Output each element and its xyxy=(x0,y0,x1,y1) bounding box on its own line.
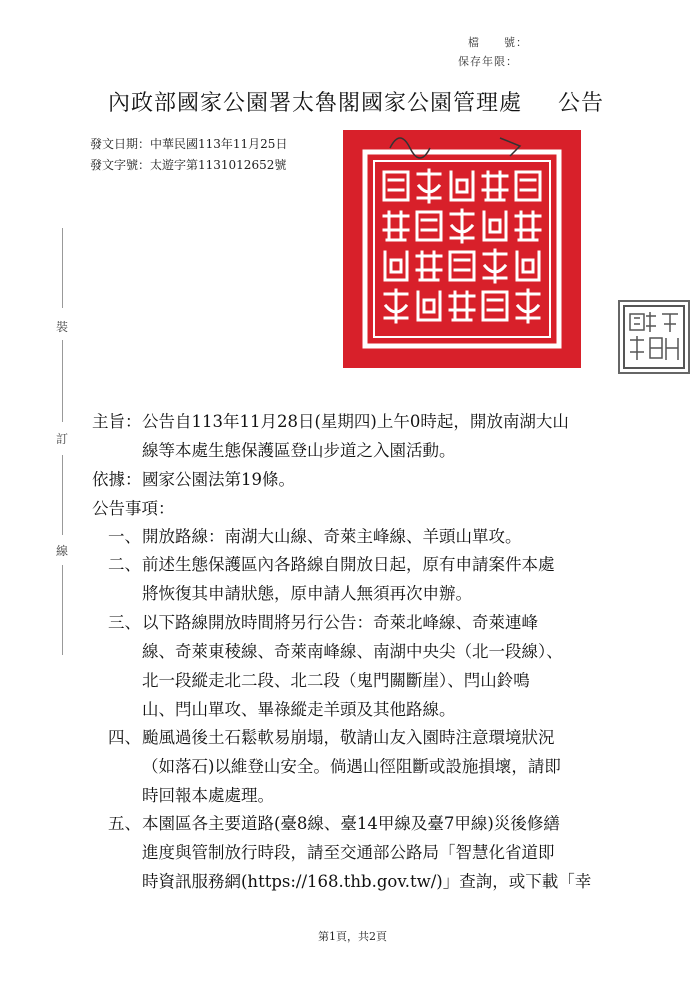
document-type: 公告 xyxy=(558,91,605,116)
item-number: 二、 xyxy=(108,555,141,574)
item-text-line: 將恢復其申請狀態，原申請人無須再次申辦。 xyxy=(142,584,472,603)
item-number: 三、 xyxy=(108,613,141,632)
item-text-line: 颱風過後土石鬆軟易崩塌，敬請山友入園時注意環境狀況 xyxy=(142,728,555,747)
binding-mark: 訂 xyxy=(56,432,69,446)
item-text-line: 進度與管制放行時段，請至交通部公路局「智慧化省道即 xyxy=(142,843,555,862)
item-text-line: （如落石)以維登山安全。倘遇山徑阻斷或設施損壞，請即 xyxy=(142,757,561,776)
small-seal-graphic xyxy=(620,302,688,372)
agency-name: 內政部國家公園署太魯閣國家公園管理處 xyxy=(108,91,523,116)
item-text-line: 以下路線開放時間將另行公告：奇萊北峰線、奇萊連峰 xyxy=(142,613,538,632)
binding-line xyxy=(62,228,63,308)
binding-line xyxy=(62,340,63,422)
item-number: 一、 xyxy=(108,527,141,546)
binding-line xyxy=(62,565,63,655)
item-number: 五、 xyxy=(108,814,141,833)
issue-number: 發文字號：太遊字第1131012652號 xyxy=(90,158,287,172)
item-text-line: 時資訊服務網(https://168.thb.gov.tw/)」查詢，或下載「幸 xyxy=(142,872,592,891)
small-seal-stamp xyxy=(618,300,690,374)
binding-mark: 裝 xyxy=(56,320,69,334)
page-title xyxy=(108,86,604,117)
subject-line: 線等本處生態保護區登山步道之入園活動。 xyxy=(142,441,456,460)
retention-period-label: 保存年限： xyxy=(458,55,518,68)
items-heading: 公告事項： xyxy=(92,499,175,518)
item-text-line: 線、奇萊東稜線、奇萊南峰線、南湖中央尖（北一段線）、 xyxy=(142,642,563,661)
item-text-line: 開放路線：南湖大山線、奇萊主峰線、羊頭山單攻。 xyxy=(142,527,522,546)
item-text-line: 本園區各主要道路(臺8線、臺14甲線及臺7甲線)災後修繕 xyxy=(142,814,560,833)
item-text-line: 北一段縱走北二段、北二段（鬼門關斷崖）、閂山鈴鳴 xyxy=(142,671,530,690)
signature-scribble xyxy=(380,118,570,168)
file-number-label: 檔 號： xyxy=(468,36,528,49)
binding-line xyxy=(62,455,63,535)
item-text-line: 山、閂山單攻、畢祿縱走羊頭及其他路線。 xyxy=(142,700,456,719)
binding-mark: 線 xyxy=(56,544,69,558)
item-number: 四、 xyxy=(108,728,141,747)
item-text-line: 時回報本處處理。 xyxy=(142,786,274,805)
item-text-line: 前述生態保護區內各路線自開放日起，原有申請案件本處 xyxy=(142,555,555,574)
page-number: 第1頁，共2頁 xyxy=(318,930,387,943)
basis-text: 國家公園法第19條。 xyxy=(142,470,295,489)
basis-label: 依據： xyxy=(92,470,142,489)
issue-date: 發文日期：中華民國113年11月25日 xyxy=(90,137,288,151)
subject-label: 主旨： xyxy=(92,412,142,431)
subject-line: 公告自113年11月28日(星期四)上午0時起，開放南湖大山 xyxy=(142,412,569,431)
